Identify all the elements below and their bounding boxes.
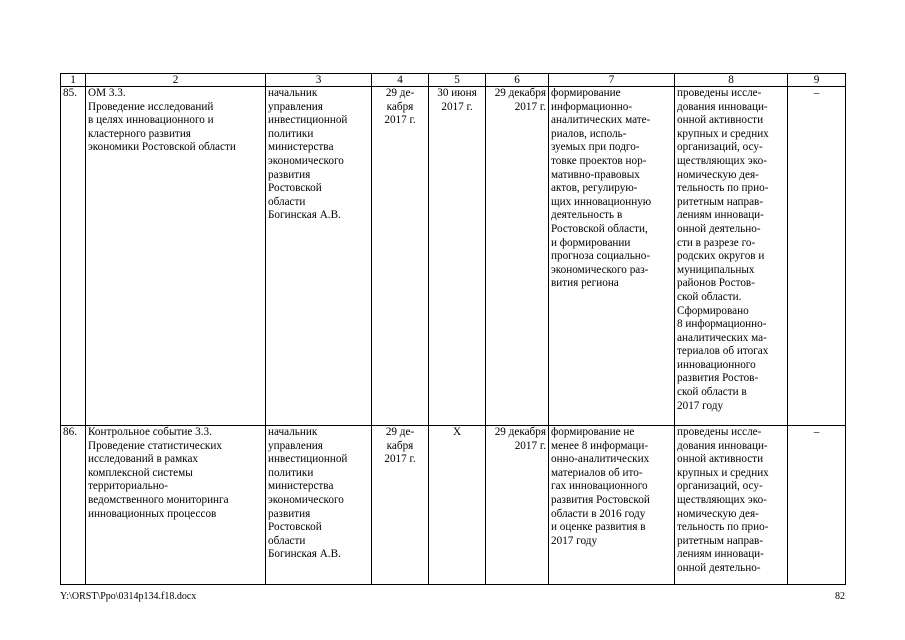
text-line: 29 де- — [385, 87, 415, 99]
text-line: товке проектов нор- — [551, 154, 647, 167]
text-line: онной активности — [677, 453, 764, 466]
column-number: 3 — [266, 74, 372, 87]
text-line: экономики Ростовской области — [88, 141, 236, 154]
column-number: 8 — [675, 74, 788, 87]
text-line: актов, регулирую- — [551, 182, 638, 195]
text-line: ществляющих эко- — [677, 154, 767, 167]
text-line: риалов, исполь- — [551, 127, 627, 140]
column-number: 6 — [486, 74, 549, 87]
text-line: 29 декабря — [494, 426, 546, 438]
text-line: Сформировано — [677, 304, 749, 317]
text-line: крупных и средних — [677, 466, 769, 479]
text-line: тельность по прио- — [677, 182, 769, 195]
text-line: организаций, осу- — [677, 141, 763, 154]
text-line: управления — [268, 439, 323, 452]
file-path: Y:\ORST\Ppo\0314p134.f18.docx — [60, 591, 197, 602]
text-line: 2017 г. — [441, 100, 473, 113]
text-line: инвестиционной — [268, 453, 348, 466]
text-line: комплексной системы — [88, 466, 193, 479]
text-line: 2017 году — [551, 534, 598, 547]
actual-result — [675, 87, 788, 426]
text-line: 29 декабря — [494, 87, 546, 99]
text-line: кабря — [386, 439, 414, 452]
text-line: информационно- — [551, 100, 633, 113]
text-line: сти в разрезе го- — [677, 236, 756, 249]
text-line: онной деятельно- — [677, 561, 761, 574]
text-line: онно-аналитических — [551, 453, 650, 466]
text-line: инновационного — [677, 358, 756, 371]
text-line: проведены иссле- — [677, 426, 762, 438]
column-number: 1 — [61, 74, 86, 87]
note: – — [788, 87, 846, 426]
text-line: области — [268, 195, 306, 208]
text-line: дования инноваци- — [677, 439, 768, 452]
text-line: 2017 г. — [384, 114, 416, 127]
text-line: менее 8 информаци- — [551, 439, 649, 452]
text-line: 2017 г. — [514, 439, 546, 452]
text-line: Ростовской — [268, 521, 322, 534]
text-line: номическую дея- — [677, 168, 759, 181]
event-title — [86, 87, 266, 426]
text-line: в целях инновационного и — [88, 114, 214, 127]
text-line: области в 2016 году — [551, 507, 646, 520]
text-line: Ростовской области, — [551, 222, 648, 235]
text-line: развития Ростовской — [551, 493, 650, 506]
text-line: развития — [268, 168, 311, 181]
planned-start-date — [372, 87, 429, 426]
text-line: формирование не — [551, 426, 635, 438]
text-line: политики — [268, 466, 314, 479]
text-line: ществляющих эко- — [677, 493, 767, 506]
row-number: 86. — [61, 426, 86, 585]
text-line: Проведение исследований — [88, 100, 214, 113]
text-line: начальник — [268, 426, 318, 438]
text-line: прогноза социально- — [551, 250, 651, 263]
note: – — [788, 426, 846, 585]
text-line: инвестиционной — [268, 114, 348, 127]
text-line: министерства — [268, 141, 334, 154]
text-line: вития региона — [551, 277, 619, 290]
text-line: деятельность в — [551, 209, 623, 222]
actual-result — [675, 426, 788, 585]
text-line: мативно-правовых — [551, 168, 640, 181]
planned-start-date — [372, 426, 429, 585]
text-line: 2017 г. — [384, 453, 416, 466]
end-date — [486, 426, 549, 585]
column-number-row — [61, 74, 846, 87]
table-row — [61, 426, 846, 585]
text-line: Х — [452, 426, 462, 438]
expected-result — [549, 87, 675, 426]
text-line: экономического — [268, 493, 344, 506]
text-line: дования инноваци- — [677, 100, 768, 113]
text-line: 29 де- — [385, 426, 415, 438]
text-line: аналитических ма- — [677, 331, 767, 344]
column-number: 4 — [372, 74, 429, 87]
text-line: исследований в рамках — [88, 453, 199, 466]
text-line: щих инновационную — [551, 195, 652, 208]
table-row — [61, 87, 846, 426]
text-line: Проведение статистических — [88, 439, 222, 452]
text-line: аналитических мате- — [551, 114, 651, 127]
text-line: экономического раз- — [551, 263, 649, 276]
plan-table — [60, 73, 846, 585]
text-line: крупных и средних — [677, 127, 769, 140]
row-number: 85. — [61, 87, 86, 426]
text-line: развития Ростов- — [677, 372, 759, 385]
text-line: тельность по прио- — [677, 521, 769, 534]
text-line: области — [268, 534, 306, 547]
expected-result — [549, 426, 675, 585]
text-line: 2017 г. — [514, 100, 546, 113]
text-line: ской области. — [677, 290, 742, 303]
text-line: муниципальных — [677, 263, 755, 276]
responsible-person — [266, 426, 372, 585]
text-line: районов Ростов- — [677, 277, 755, 290]
text-line: Контрольное событие 3.3. — [88, 426, 212, 438]
text-line: экономического — [268, 154, 344, 167]
text-line: лениям инноваци- — [677, 209, 764, 222]
text-line: лениям инноваци- — [677, 548, 764, 561]
text-line: управления — [268, 100, 323, 113]
text-line: зуемых при подго- — [551, 141, 640, 154]
text-line: материалов об ито- — [551, 466, 643, 479]
document-sheet — [60, 73, 845, 585]
text-line: 30 июня — [437, 87, 477, 99]
column-number: 2 — [86, 74, 266, 87]
text-line: проведены иссле- — [677, 87, 762, 99]
text-line: политики — [268, 127, 314, 140]
end-date — [486, 87, 549, 426]
text-line: кабря — [386, 100, 414, 113]
text-line: ритетным направ- — [677, 195, 764, 208]
text-line: развития — [268, 507, 311, 520]
actual-start-date — [429, 426, 486, 585]
text-line: инновационных процессов — [88, 507, 217, 520]
text-line: онной активности — [677, 114, 764, 127]
text-line: териалов об итогах — [677, 345, 769, 358]
text-line: ведомственного мониторинга — [88, 493, 229, 506]
text-line: 8 информационно- — [677, 318, 767, 331]
text-line: начальник — [268, 87, 318, 99]
responsible-person — [266, 87, 372, 426]
text-line: и оценке развития в — [551, 521, 646, 534]
text-line: кластерного развития — [88, 127, 191, 140]
text-line: территориально- — [88, 480, 169, 493]
text-line: Ростовской — [268, 182, 322, 195]
text-line: родских округов и — [677, 250, 765, 263]
event-title — [86, 426, 266, 585]
actual-start-date — [429, 87, 486, 426]
text-line: ской области в — [677, 386, 747, 399]
column-number: 9 — [788, 74, 846, 87]
text-line: организаций, осу- — [677, 480, 763, 493]
column-number: 5 — [429, 74, 486, 87]
text-line: ОМ 3.3. — [88, 87, 126, 99]
text-line: ритетным направ- — [677, 534, 764, 547]
text-line: 2017 году — [677, 399, 724, 412]
text-line: номическую дея- — [677, 507, 759, 520]
text-line: Богинская А.В. — [268, 548, 341, 561]
column-number: 7 — [549, 74, 675, 87]
page-number: 82 — [835, 591, 845, 602]
text-line: формирование — [551, 87, 621, 99]
text-line: гах инновационного — [551, 480, 648, 493]
text-line: и формировании — [551, 236, 631, 249]
text-line: министерства — [268, 480, 334, 493]
text-line: Богинская А.В. — [268, 209, 341, 222]
text-line: онной деятельно- — [677, 222, 761, 235]
